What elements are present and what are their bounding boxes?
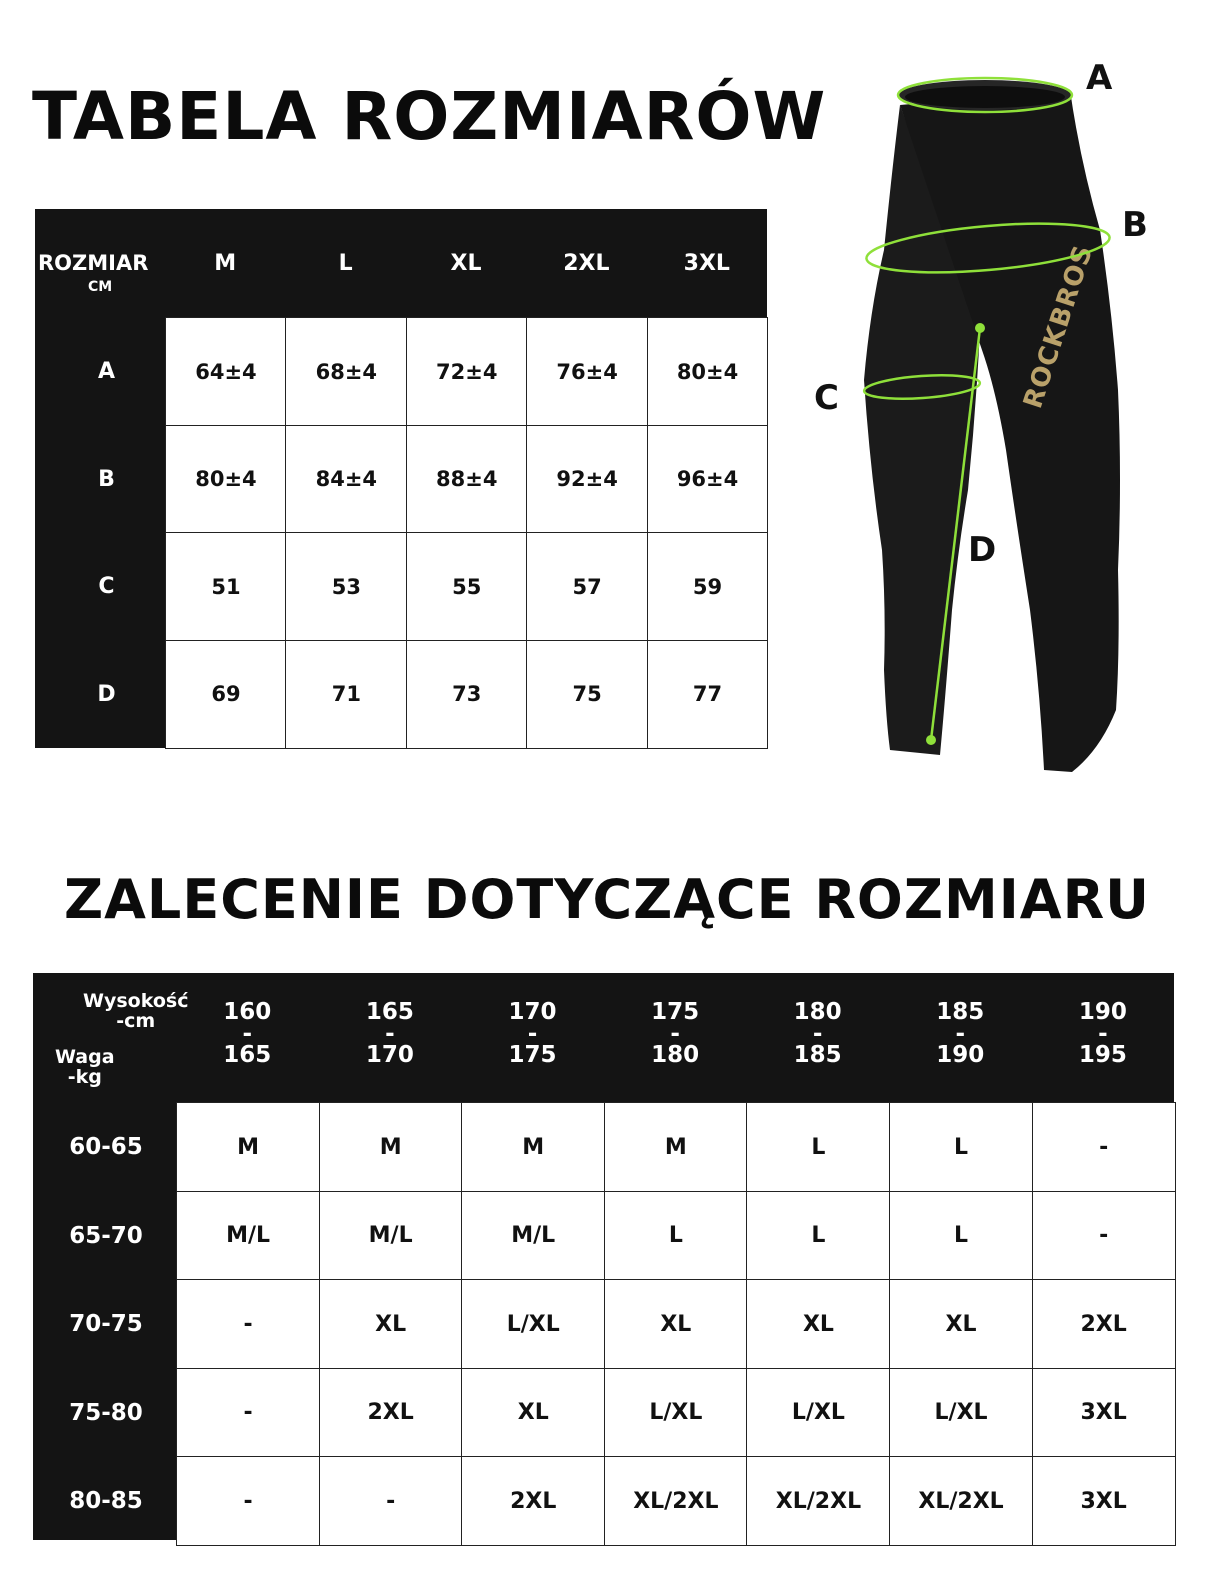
- height-header-top: 180: [793, 999, 842, 1025]
- label-c: C: [814, 378, 839, 418]
- recommendation-cell: 3XL: [1032, 1368, 1176, 1458]
- size-header-3xl: 3XL: [683, 250, 730, 276]
- measure-d-end-dot: [926, 735, 936, 745]
- recommendation-cell: 3XL: [1032, 1456, 1176, 1546]
- size-cell: 57: [526, 532, 648, 641]
- recommendation-cell: L: [889, 1191, 1033, 1281]
- size-cell: 55: [406, 532, 528, 641]
- measure-d-start-dot: [975, 323, 985, 333]
- height-header-bottom: 165: [223, 1042, 272, 1068]
- size-header-xl: XL: [450, 250, 482, 276]
- rec-corner-weight-text: Waga -kg: [55, 1046, 115, 1088]
- recommendation-cell: M: [319, 1102, 463, 1192]
- size-cell: 64±4: [165, 317, 287, 426]
- recommendation-cell: XL/2XL: [604, 1456, 748, 1546]
- size-table: [35, 209, 767, 748]
- recommendation-cell: XL: [604, 1279, 748, 1369]
- size-cell: 92±4: [526, 425, 648, 534]
- recommendation-table: [33, 973, 1174, 1540]
- recommendation-cell: L/XL: [746, 1368, 890, 1458]
- height-header: [604, 1001, 747, 1067]
- size-row-label-a: A: [97, 359, 116, 385]
- height-header-sep: -: [812, 1021, 823, 1047]
- size-cell: 59: [647, 532, 769, 641]
- recommendation-cell: -: [176, 1456, 320, 1546]
- recommendation-cell: XL: [889, 1279, 1033, 1369]
- label-b: B: [1122, 205, 1148, 245]
- height-header-sep: -: [242, 1021, 253, 1047]
- size-cell: 88±4: [406, 425, 528, 534]
- height-header-top: 165: [365, 999, 414, 1025]
- recommendation-cell: -: [319, 1456, 463, 1546]
- recommendation-cell: L: [604, 1191, 748, 1281]
- recommendation-cell: XL: [319, 1279, 463, 1369]
- height-header-sep: -: [385, 1021, 395, 1047]
- size-cell: 71: [285, 640, 407, 749]
- height-header-bottom: 170: [365, 1042, 414, 1068]
- height-header: [746, 1001, 889, 1067]
- size-row-label-b: B: [98, 466, 115, 492]
- height-header: [176, 1001, 319, 1067]
- recommendation-cell: -: [176, 1368, 320, 1458]
- height-header-top: 175: [651, 999, 700, 1025]
- size-cell: 84±4: [285, 425, 407, 534]
- height-header-sep: -: [955, 1021, 966, 1047]
- size-row-label-c: C: [98, 574, 115, 600]
- brand-logo: ROCKBROS: [1018, 241, 1100, 413]
- recommendation-cell: L: [746, 1191, 890, 1281]
- height-header-bottom: 180: [651, 1042, 700, 1068]
- height-header-bottom: 195: [1078, 1042, 1127, 1068]
- size-cell: 80±4: [647, 317, 769, 426]
- size-cell: 73: [406, 640, 528, 749]
- recommendation-cell: L: [746, 1102, 890, 1192]
- weight-row-label: 60-65: [69, 1134, 143, 1161]
- weight-row-label: 70-75: [69, 1311, 143, 1338]
- size-cell: 72±4: [406, 317, 528, 426]
- recommendation-cell: M/L: [319, 1191, 463, 1281]
- size-corner-label: ROZMIAR: [38, 251, 149, 275]
- size-cell: 68±4: [285, 317, 407, 426]
- height-header: [1032, 1001, 1175, 1067]
- weight-row-label: 80-85: [69, 1488, 143, 1515]
- rec-corner-height: [83, 991, 188, 1031]
- recommendation-cell: 2XL: [461, 1456, 605, 1546]
- size-cell: 80±4: [165, 425, 287, 534]
- size-header-m: M: [214, 250, 237, 276]
- recommendation-cell: 2XL: [1032, 1279, 1176, 1369]
- recommendation-cell: M/L: [176, 1191, 320, 1281]
- height-header: [319, 1001, 462, 1067]
- pants-diagram: [800, 50, 1180, 790]
- recommendation-cell: L/XL: [889, 1368, 1033, 1458]
- recommendation-cell: XL: [746, 1279, 890, 1369]
- size-row-label-d: D: [97, 681, 116, 707]
- page-title: TABELA ROZMIARÓW: [32, 78, 827, 155]
- recommendation-cell: -: [1032, 1191, 1176, 1281]
- height-header-bottom: 190: [936, 1042, 985, 1068]
- recommendation-cell: L/XL: [604, 1368, 748, 1458]
- recommendation-cell: M/L: [461, 1191, 605, 1281]
- weight-row-label: 75-80: [69, 1399, 143, 1426]
- recommendation-cell: 2XL: [319, 1368, 463, 1458]
- size-cell: 77: [647, 640, 769, 749]
- size-cell: 75: [526, 640, 648, 749]
- recommendation-cell: -: [176, 1279, 320, 1369]
- height-header-top: 160: [223, 999, 272, 1025]
- size-cell: 96±4: [647, 425, 769, 534]
- rec-corner-weight: [55, 1047, 115, 1087]
- height-header: [889, 1001, 1032, 1067]
- size-header-2xl: 2XL: [563, 250, 610, 276]
- height-header: [461, 1001, 604, 1067]
- height-header-top: 190: [1078, 999, 1127, 1025]
- height-header-top: 170: [508, 999, 557, 1025]
- recommendation-cell: M: [604, 1102, 748, 1192]
- label-a: A: [1086, 58, 1113, 98]
- recommendation-cell: XL: [461, 1368, 605, 1458]
- recommendation-cell: -: [1032, 1102, 1176, 1192]
- recommendation-title: ZALECENIE DOTYCZĄCE ROZMIARU: [63, 868, 1151, 931]
- weight-row-label: 65-70: [69, 1222, 143, 1249]
- size-cell: 69: [165, 640, 287, 749]
- recommendation-cell: L: [889, 1102, 1033, 1192]
- recommendation-cell: XL/2XL: [889, 1456, 1033, 1546]
- height-header-sep: -: [1098, 1021, 1108, 1047]
- height-header-top: 185: [936, 999, 985, 1025]
- rec-corner-height-text: Wysokość -cm: [83, 990, 189, 1032]
- height-header-sep: -: [527, 1021, 538, 1047]
- height-header-bottom: 175: [508, 1042, 557, 1068]
- recommendation-cell: M: [176, 1102, 320, 1192]
- size-header-l: L: [338, 250, 353, 276]
- size-cell: 51: [165, 532, 287, 641]
- size-corner-unit: CM: [88, 279, 113, 295]
- label-d: D: [968, 530, 997, 570]
- height-header-sep: -: [670, 1021, 680, 1047]
- size-cell: 53: [285, 532, 407, 641]
- height-header-bottom: 185: [793, 1042, 842, 1068]
- size-cell: 76±4: [526, 317, 648, 426]
- recommendation-cell: M: [461, 1102, 605, 1192]
- recommendation-cell: XL/2XL: [746, 1456, 890, 1546]
- recommendation-cell: L/XL: [461, 1279, 605, 1369]
